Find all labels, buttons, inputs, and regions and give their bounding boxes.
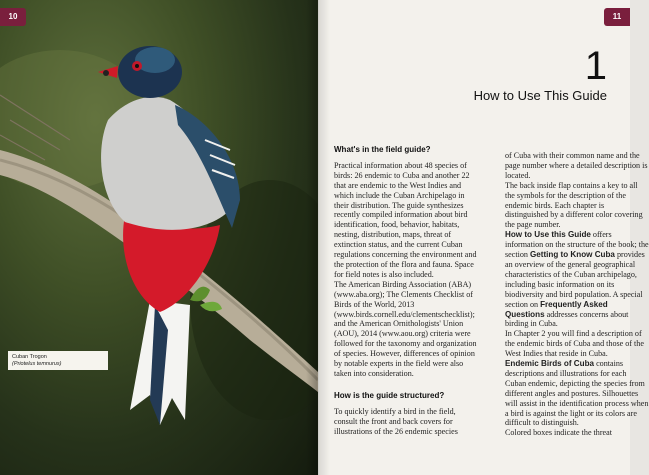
page-number-left: 10 bbox=[0, 8, 26, 26]
trogon-photo bbox=[0, 0, 318, 475]
text-span: offers information on the structure of the book; the section bbox=[505, 230, 649, 260]
text-span: provides an overview of the general geographical characteristics of the Cuban archipelago, including basic information on its biodiversity and bird population. A special section on bbox=[505, 250, 645, 309]
paragraph-col2-6: Colored boxes indicate the threat bbox=[505, 428, 612, 438]
bold-getting-to-know: Getting to Know Cuba bbox=[529, 250, 615, 260]
bold-endemic-birds: Endemic Birds of Cuba bbox=[505, 359, 595, 369]
photo-caption bbox=[8, 351, 108, 370]
paragraph-references: The American Birding Association (ABA) (www.aba.org); The Clements Checklist of Birds of the World, 2013 (www.birds.cornell.edu/clementschecklist); and the American Ornithologists' Union (AOU), 2014 (www.aou.org) criteria were followed for the taxonomy and organization of species. However, differences of opinion by notable experts in the field were also taken into consideration. bbox=[334, 279, 477, 378]
page-number-right: 11 bbox=[604, 8, 630, 26]
caption-scientific-name: (Priotelus temnurus) bbox=[12, 360, 62, 367]
paragraph-col2-2: The back inside flap contains a key to all the symbols for the description of the endemic birds. Each chapter is distinguished by a different color covering the page number. bbox=[505, 180, 643, 230]
paragraph-structured: To quickly identify a bird in the field, consult the front and back covers for illustrations of the 26 endemic species bbox=[334, 406, 458, 436]
book-gutter bbox=[306, 0, 330, 475]
text-page bbox=[318, 0, 649, 475]
photo-page bbox=[0, 0, 318, 475]
chapter-title: How to Use This Guide bbox=[473, 88, 607, 103]
paragraph-col2-5 bbox=[505, 359, 649, 428]
paragraph-col2-3 bbox=[505, 230, 649, 329]
caption-common-name: Cuban Trogon bbox=[12, 354, 47, 360]
chapter-number: 1 bbox=[584, 44, 607, 88]
text-column-1 bbox=[334, 145, 478, 436]
paragraph-whats-in: Practical information about 48 species of birds: 26 endemic to Cuba and another 22 that are endemic to the West Indies and which include the Cuban Archipelago in their distribution. The guide synthesizes recently compiled information about bird identification, food, behavior, habitats, nesting, distribution, maps, threat of extinction status, and the current Cuban regulations concerning the environment and the protection of the flora and fauna. Space for field notes is also included. bbox=[334, 160, 477, 279]
section-heading-whats-in: What's in the field guide? bbox=[334, 145, 431, 154]
text-span: contains descriptions and illustrations for each Cuban endemic, depicting the species from different angles and postures. Silhouettes will assist in the identification process when a bird is against the light or its colors are difficult to distinguish. bbox=[505, 359, 649, 428]
text-span: addresses concerns about birding in Cuba. bbox=[505, 309, 629, 329]
paragraph-col2-4: In Chapter 2 you will find a description of the endemic birds of Cuba and those of the West Indies that reside in Cuba. bbox=[505, 329, 644, 359]
bold-faq: Frequently Asked Questions bbox=[505, 299, 608, 319]
text-column-2 bbox=[505, 151, 649, 438]
bold-how-to-use: How to Use this Guide bbox=[505, 230, 591, 240]
section-heading-structured: How is the guide structured? bbox=[334, 390, 445, 400]
paragraph-col2-1: of Cuba with their common name and the page number where a detailed description is located. bbox=[505, 151, 648, 180]
